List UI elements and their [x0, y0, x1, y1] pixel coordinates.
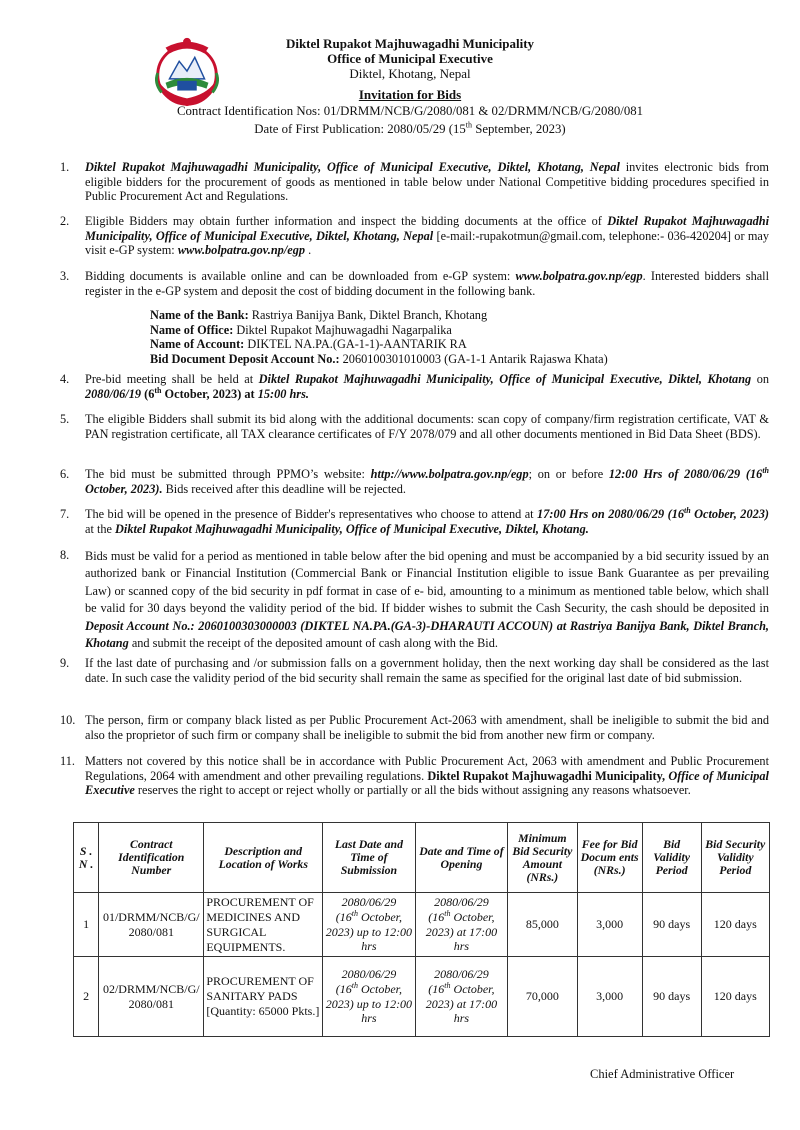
notice-title: Invitation for Bids [358, 87, 462, 102]
clause-9: If the last date of purchasing and /or submission falls on a government holiday, then the next working day shall be considered as the last date. In such case the validity period of the bid security shall remain the same as specified for the original last date of bid submission. [85, 656, 769, 685]
row-security-validity: 120 days [701, 893, 769, 957]
bank-deposit-account: Bid Document Deposit Account No.: 2060100301010003 (GA-1-1 Antarik Rajaswa Khata) [150, 351, 608, 366]
clause-4-number: 4. [60, 372, 70, 386]
clause-5-number: 5. [60, 412, 70, 426]
signature: Chief Administrative Officer [590, 1067, 735, 1081]
clause-4: Pre-bid meeting shall be held at Diktel Rupakot Majhuwagadhi Municipality, Office of Municipal Executive, Diktel, Khotang on 2080/06/19 (6th October, 2023) at 15:00 hrs. [85, 372, 769, 401]
clause-10: The person, firm or company black listed as per Public Procurement Act-2063 with amendment, shall be ineligible to submit the bid and also the proprietor of such firm or company shall be ineligible to submit the bid from another new firm or company. [85, 713, 769, 742]
row-security: 85,000 [508, 893, 577, 957]
row-fee: 3,000 [577, 957, 642, 1037]
egp-link: www.bolpatra.gov.np/egp [515, 269, 643, 283]
clause-7: The bid will be opened in the presence of Bidder's representatives who choose to attend at 17:00 Hrs on 2080/06/29 (16th October, 2023) at the Diktel Rupakot Majhuwagadhi Municipality, Office of Municipal Executive, Diktel, Khotang. [85, 505, 769, 536]
clause-11-number: 11. [60, 754, 75, 768]
clause-11: Matters not covered by this notice shall be in accordance with Public Procurement Act, 2063 with amendment and Public Procurement Regulations, 2064 with amendment and other prevailing regulations. Diktel Rupakot Majhuwagadhi Municipality, Office of Municipal Executive reserves the right to accept or reject wholly or partially or all the bids without assigning any reasons whatsoever. [85, 754, 769, 798]
clause-3-number: 3. [60, 269, 70, 283]
header-last-date: Last Date and Time of Submission [323, 823, 416, 893]
bids-table [73, 822, 770, 1037]
bank-account: Name of Account: DIKTEL NA.PA.(GA-1-1)-AANTARIK RA [150, 337, 467, 352]
header-fee: Fee for Bid Docum ents (NRs.) [577, 823, 642, 893]
contract-ids: Contract Identification Nos: 01/DRMM/NCB/G/2080/081 & 02/DRMM/NCB/G/2080/081 [176, 104, 644, 118]
row-contract: 02/DRMM/NCB/G/2080/081 [99, 957, 204, 1037]
clause-6: The bid must be submitted through PPMO’s website: http://www.bolpatra.gov.np/egp; on or before 12:00 Hrs of 2080/06/29 (16th October, 2023). Bids received after this deadline will be rejected. [85, 465, 769, 496]
header-security-validity: Bid Security Validity Period [701, 823, 769, 893]
clause-8: Bids must be valid for a period as mentioned in table below after the bid opening and must be accompanied by a bid security issued by an authorized bank or Financial Institution (Commercial Bank or Financial Institution eligible to issue Bank Guarantee as per prevailing Law) or scanned copy of the bid security in pdf format in case of e- bid, amounting to a minimum as mentioned table below, which shall be valid for 30 days beyond the validity period of the bid. If bidder wishes to submit the Cash Security, the cash should be deposited in Deposit Account No.: 2060100303000003 (DIKTEL NA.PA.(GA-3)-DHARAUTI ACCOUN) at Rastriya Banijya Bank, Diktel Branch, Khotang and submit the receipt of the deposited amount of cash along with the Bid. [85, 549, 769, 651]
row-contract: 01/DRMM/NCB/G/2080/081 [99, 893, 204, 957]
header-sn: S . N . [74, 823, 99, 893]
table-row [74, 893, 770, 957]
row-description: PROCUREMENT OF MEDICINES AND SURGICAL EQUIPMENTS. [204, 893, 323, 957]
egp-link: www.bolpatra.gov.np/egp [177, 243, 306, 258]
clause-5: The eligible Bidders shall submit its bid along with the additional documents: scan copy of company/firm registration certificate, VAT & PAN registration certificate, all TAX clearance certificates of F/Y 2078/079 and all other documents mentioned in Bid Data Sheet (BDS). [85, 412, 769, 441]
publication-date: Date of First Publication: 2080/05/29 (15th September, 2023) [254, 120, 566, 136]
row-fee: 3,000 [577, 893, 642, 957]
header-opening: Date and Time of Opening [415, 823, 508, 893]
clause-2-number: 2. [60, 214, 70, 228]
row-opening: 2080/06/29 (16th October, 2023) at 17:00 hrs [415, 957, 508, 1037]
office-address: Diktel, Khotang, Nepal [349, 66, 471, 81]
header-security: Minimum Bid Security Amount (NRs.) [508, 823, 577, 893]
bank-details [150, 308, 770, 366]
clause-8-number: 8. [60, 548, 70, 562]
letterhead [0, 36, 800, 137]
row-opening: 2080/06/29 (16th October, 2023) at 17:00 hrs [415, 893, 508, 957]
clause-1: Diktel Rupakot Majhuwagadhi Municipality, Office of Municipal Executive, Diktel, Khotang, Nepal invites electronic bids from eligible bidders for the procurement of goods as mentioned in table below under National Competitive bidding procedures specified in Public Procurement Act and Regulations. [85, 160, 769, 204]
header-description: Description and Location of Works [204, 823, 323, 893]
row-last-date: 2080/06/29 (16th October, 2023) up to 12:00 hrs [323, 893, 416, 957]
row-security-validity: 120 days [701, 957, 769, 1037]
row-last-date: 2080/06/29 (16th October, 2023) up to 12:00 hrs [323, 957, 416, 1037]
row-description: PROCUREMENT OF SANITARY PADS [Quantity: 65000 Pkts.] [204, 957, 323, 1037]
bank-name: Name of the Bank: Rastriya Banijya Bank, Diktel Branch, Khotang [150, 308, 488, 322]
clause-6-number: 6. [60, 467, 70, 481]
clause-1-number: 1. [60, 160, 70, 174]
row-sn: 2 [74, 957, 99, 1037]
clause-7-number: 7. [60, 507, 70, 521]
row-validity: 90 days [642, 957, 701, 1037]
row-sn: 1 [74, 893, 99, 957]
bank-office: Name of Office: Diktel Rupakot Majhuwagadhi Nagarpalika [150, 322, 452, 337]
table-header-row [74, 823, 770, 893]
clause-9-number: 9. [60, 656, 70, 670]
clause-2: Eligible Bidders may obtain further information and inspect the bidding documents at the office of Diktel Rupakot Majhuwagadhi Municipality, Office of Municipal Executive, Diktel, Khotang, Nepal [e-mail:-rupakotmun@gmail.com, telephone:- 036-420204] or may visit e-GP system: www.bolpatra.gov.np/egp . [85, 214, 770, 258]
office-name: Office of Municipal Executive [327, 51, 493, 66]
clause-10-number: 10. [60, 713, 76, 727]
org-name: Diktel Rupakot Majhuwagadhi Municipality [285, 36, 535, 51]
table-row [74, 957, 770, 1037]
header-validity: Bid Validity Period [642, 823, 701, 893]
row-security: 70,000 [508, 957, 577, 1037]
row-validity: 90 days [642, 893, 701, 957]
clause-3: Bidding documents is available online and can be downloaded from e-GP system: www.bolpatra.gov.np/egp. Interested bidders shall register in the e-GP system and deposit the cost of bidding document in the following bank. [85, 269, 770, 298]
ppmo-link: http://www.bolpatra.gov.np/egp [370, 467, 529, 481]
header-contract: Contract Identification Number [99, 823, 204, 893]
